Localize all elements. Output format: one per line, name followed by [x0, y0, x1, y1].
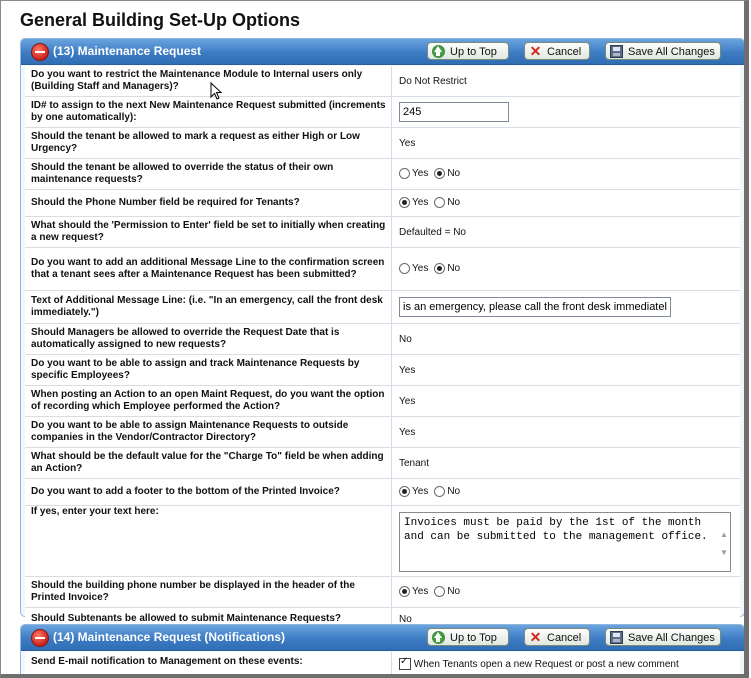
table-row [25, 190, 740, 217]
answer-cell [392, 248, 741, 291]
table-row [25, 448, 740, 479]
up-to-top-button[interactable] [427, 42, 509, 60]
radio-yes[interactable] [399, 486, 410, 497]
panel-header [21, 625, 744, 651]
table-row [25, 506, 740, 577]
question-label: Should the Phone Number field be required for Tenants? [25, 190, 392, 217]
close-icon: ✕ [529, 43, 542, 59]
radio-label-no: No [447, 486, 461, 498]
answer-cell [392, 291, 741, 324]
answer-cell [392, 577, 741, 608]
question-label: Send E-mail notification to Management on these events: [25, 652, 392, 678]
answer-value: Yes [399, 137, 416, 149]
answer-cell [392, 159, 741, 190]
save-all-changes-button[interactable] [605, 42, 721, 60]
radio-label-yes: Yes [412, 486, 429, 498]
answer-value: Defaulted = No [399, 226, 466, 238]
table-row [25, 128, 740, 159]
cancel-button[interactable] [524, 42, 590, 60]
invoice-footer-textarea[interactable] [399, 512, 731, 572]
radio-label-no: No [447, 168, 461, 180]
radio-label-no: No [447, 263, 461, 275]
question-label: What should the 'Permission to Enter' field be set to initially when creating a new request? [25, 217, 392, 248]
answer-cell [392, 479, 741, 506]
answer-cell [392, 97, 741, 128]
answer-value: Do Not Restrict [399, 75, 467, 87]
collapse-icon[interactable] [31, 629, 49, 647]
radio-no[interactable] [434, 586, 445, 597]
question-label: Should the building phone number be displayed in the header of the Printed Invoice? [25, 577, 392, 608]
question-label: ID# to assign to the next New Maintenance Request submitted (increments by one automatically): [25, 97, 392, 128]
cancel-label: Cancel [547, 632, 582, 644]
answer-cell [392, 190, 741, 217]
table-row [25, 217, 740, 248]
answer-cell [392, 355, 741, 386]
question-label: Should the tenant be allowed to override the status of their own maintenance requests? [25, 159, 392, 190]
radio-yes[interactable] [399, 263, 410, 274]
answer-cell [392, 506, 741, 577]
question-label: Should Subtenants be allowed to submit Maintenance Requests? [25, 608, 392, 631]
answer-cell [392, 448, 741, 479]
answer-value: No [399, 613, 412, 625]
answer-cell [392, 386, 741, 417]
close-icon: ✕ [529, 629, 542, 645]
radio-label-yes: Yes [412, 168, 429, 180]
up-to-top-label: Up to Top [450, 46, 497, 58]
radio-no[interactable] [434, 486, 445, 497]
question-label: When posting an Action to an open Maint Request, do you want the option of recording which Employee performed the Action? [25, 386, 392, 417]
answer-value: Yes [399, 426, 416, 438]
answer-cell [392, 652, 741, 678]
panel-title: (13) Maintenance Request [53, 44, 202, 58]
table-row [25, 417, 740, 448]
radio-label-no: No [447, 197, 461, 209]
textarea-scroll-arrows[interactable]: ▲ ▼ [720, 529, 728, 557]
save-disk-icon [610, 45, 623, 58]
save-disk-icon [610, 631, 623, 644]
answer-cell [392, 66, 741, 97]
question-label: If yes, enter your text here: [25, 506, 392, 577]
table-row [25, 355, 740, 386]
options-table [25, 66, 740, 631]
question-label: Do you want to be able to assign Maintenance Requests to outside companies in the Vendor/Contractor Directory? [25, 417, 392, 448]
arrow-up-icon [432, 631, 445, 644]
save-all-changes-button[interactable] [605, 628, 721, 646]
radio-yes[interactable] [399, 168, 410, 179]
panel-header [21, 39, 744, 65]
notify-checkbox[interactable] [399, 658, 411, 670]
table-row [25, 386, 740, 417]
collapse-icon[interactable] [31, 43, 49, 61]
radio-no[interactable] [434, 197, 445, 208]
answer-value: Yes [399, 395, 416, 407]
question-label: Should the tenant be allowed to mark a request as either High or Low Urgency? [25, 128, 392, 159]
save-all-label: Save All Changes [628, 632, 715, 644]
table-row [25, 652, 740, 678]
question-label: Should Managers be allowed to override the Request Date that is automatically assigned to new requests? [25, 324, 392, 355]
question-label: Text of Additional Message Line: (i.e. "In an emergency, call the front desk immediately.") [25, 291, 392, 324]
table-row [25, 291, 740, 324]
answer-value: No [399, 333, 412, 345]
notifications-table [25, 652, 740, 678]
radio-no[interactable] [434, 168, 445, 179]
answer-cell [392, 128, 741, 159]
table-row [25, 479, 740, 506]
page-title: General Building Set-Up Options [20, 10, 301, 30]
radio-label-no: No [447, 586, 461, 598]
answer-cell [392, 324, 741, 355]
radio-no[interactable] [434, 263, 445, 274]
table-row [25, 159, 740, 190]
footer-text-wrap [399, 512, 731, 575]
radio-yes[interactable] [399, 197, 410, 208]
radio-label-yes: Yes [412, 586, 429, 598]
table-row [25, 66, 740, 97]
table-row [25, 97, 740, 128]
table-row [25, 248, 740, 291]
up-to-top-label: Up to Top [450, 632, 497, 644]
checkbox-label: When Tenants open a new Request or post a new comment [413, 658, 679, 670]
cancel-button[interactable] [524, 628, 590, 646]
table-row [25, 577, 740, 608]
panel-title: (14) Maintenance Request (Notifications) [53, 630, 286, 644]
next-id-input[interactable] [399, 102, 509, 122]
table-row [25, 324, 740, 355]
question-label: Do you want to add a footer to the bottom of the Printed Invoice? [25, 479, 392, 506]
radio-yes[interactable] [399, 586, 410, 597]
radio-label-yes: Yes [412, 197, 429, 209]
save-all-label: Save All Changes [628, 46, 715, 58]
answer-value: Tenant [399, 457, 430, 469]
mouse-cursor-icon [210, 82, 222, 100]
answer-value: Yes [399, 364, 416, 376]
notifications-panel [20, 624, 745, 678]
question-label: Do you want to add an additional Message Line to the confirmation screen that a tenant sees after a Maintenance Request has been submitted? [25, 248, 392, 291]
arrow-up-icon [432, 45, 445, 58]
cancel-label: Cancel [547, 46, 582, 58]
question-label: What should be the default value for the "Charge To" field be when adding an Action? [25, 448, 392, 479]
question-label: Do you want to be able to assign and track Maintenance Requests by specific Employees? [25, 355, 392, 386]
up-to-top-button[interactable] [427, 628, 509, 646]
answer-cell [392, 217, 741, 248]
radio-label-yes: Yes [412, 263, 429, 275]
message-line-input[interactable] [399, 297, 671, 317]
maintenance-request-panel [20, 38, 745, 625]
answer-cell [392, 417, 741, 448]
question-label: Do you want to restrict the Maintenance Module to Internal users only (Building Staff and Managers)? [25, 66, 392, 97]
